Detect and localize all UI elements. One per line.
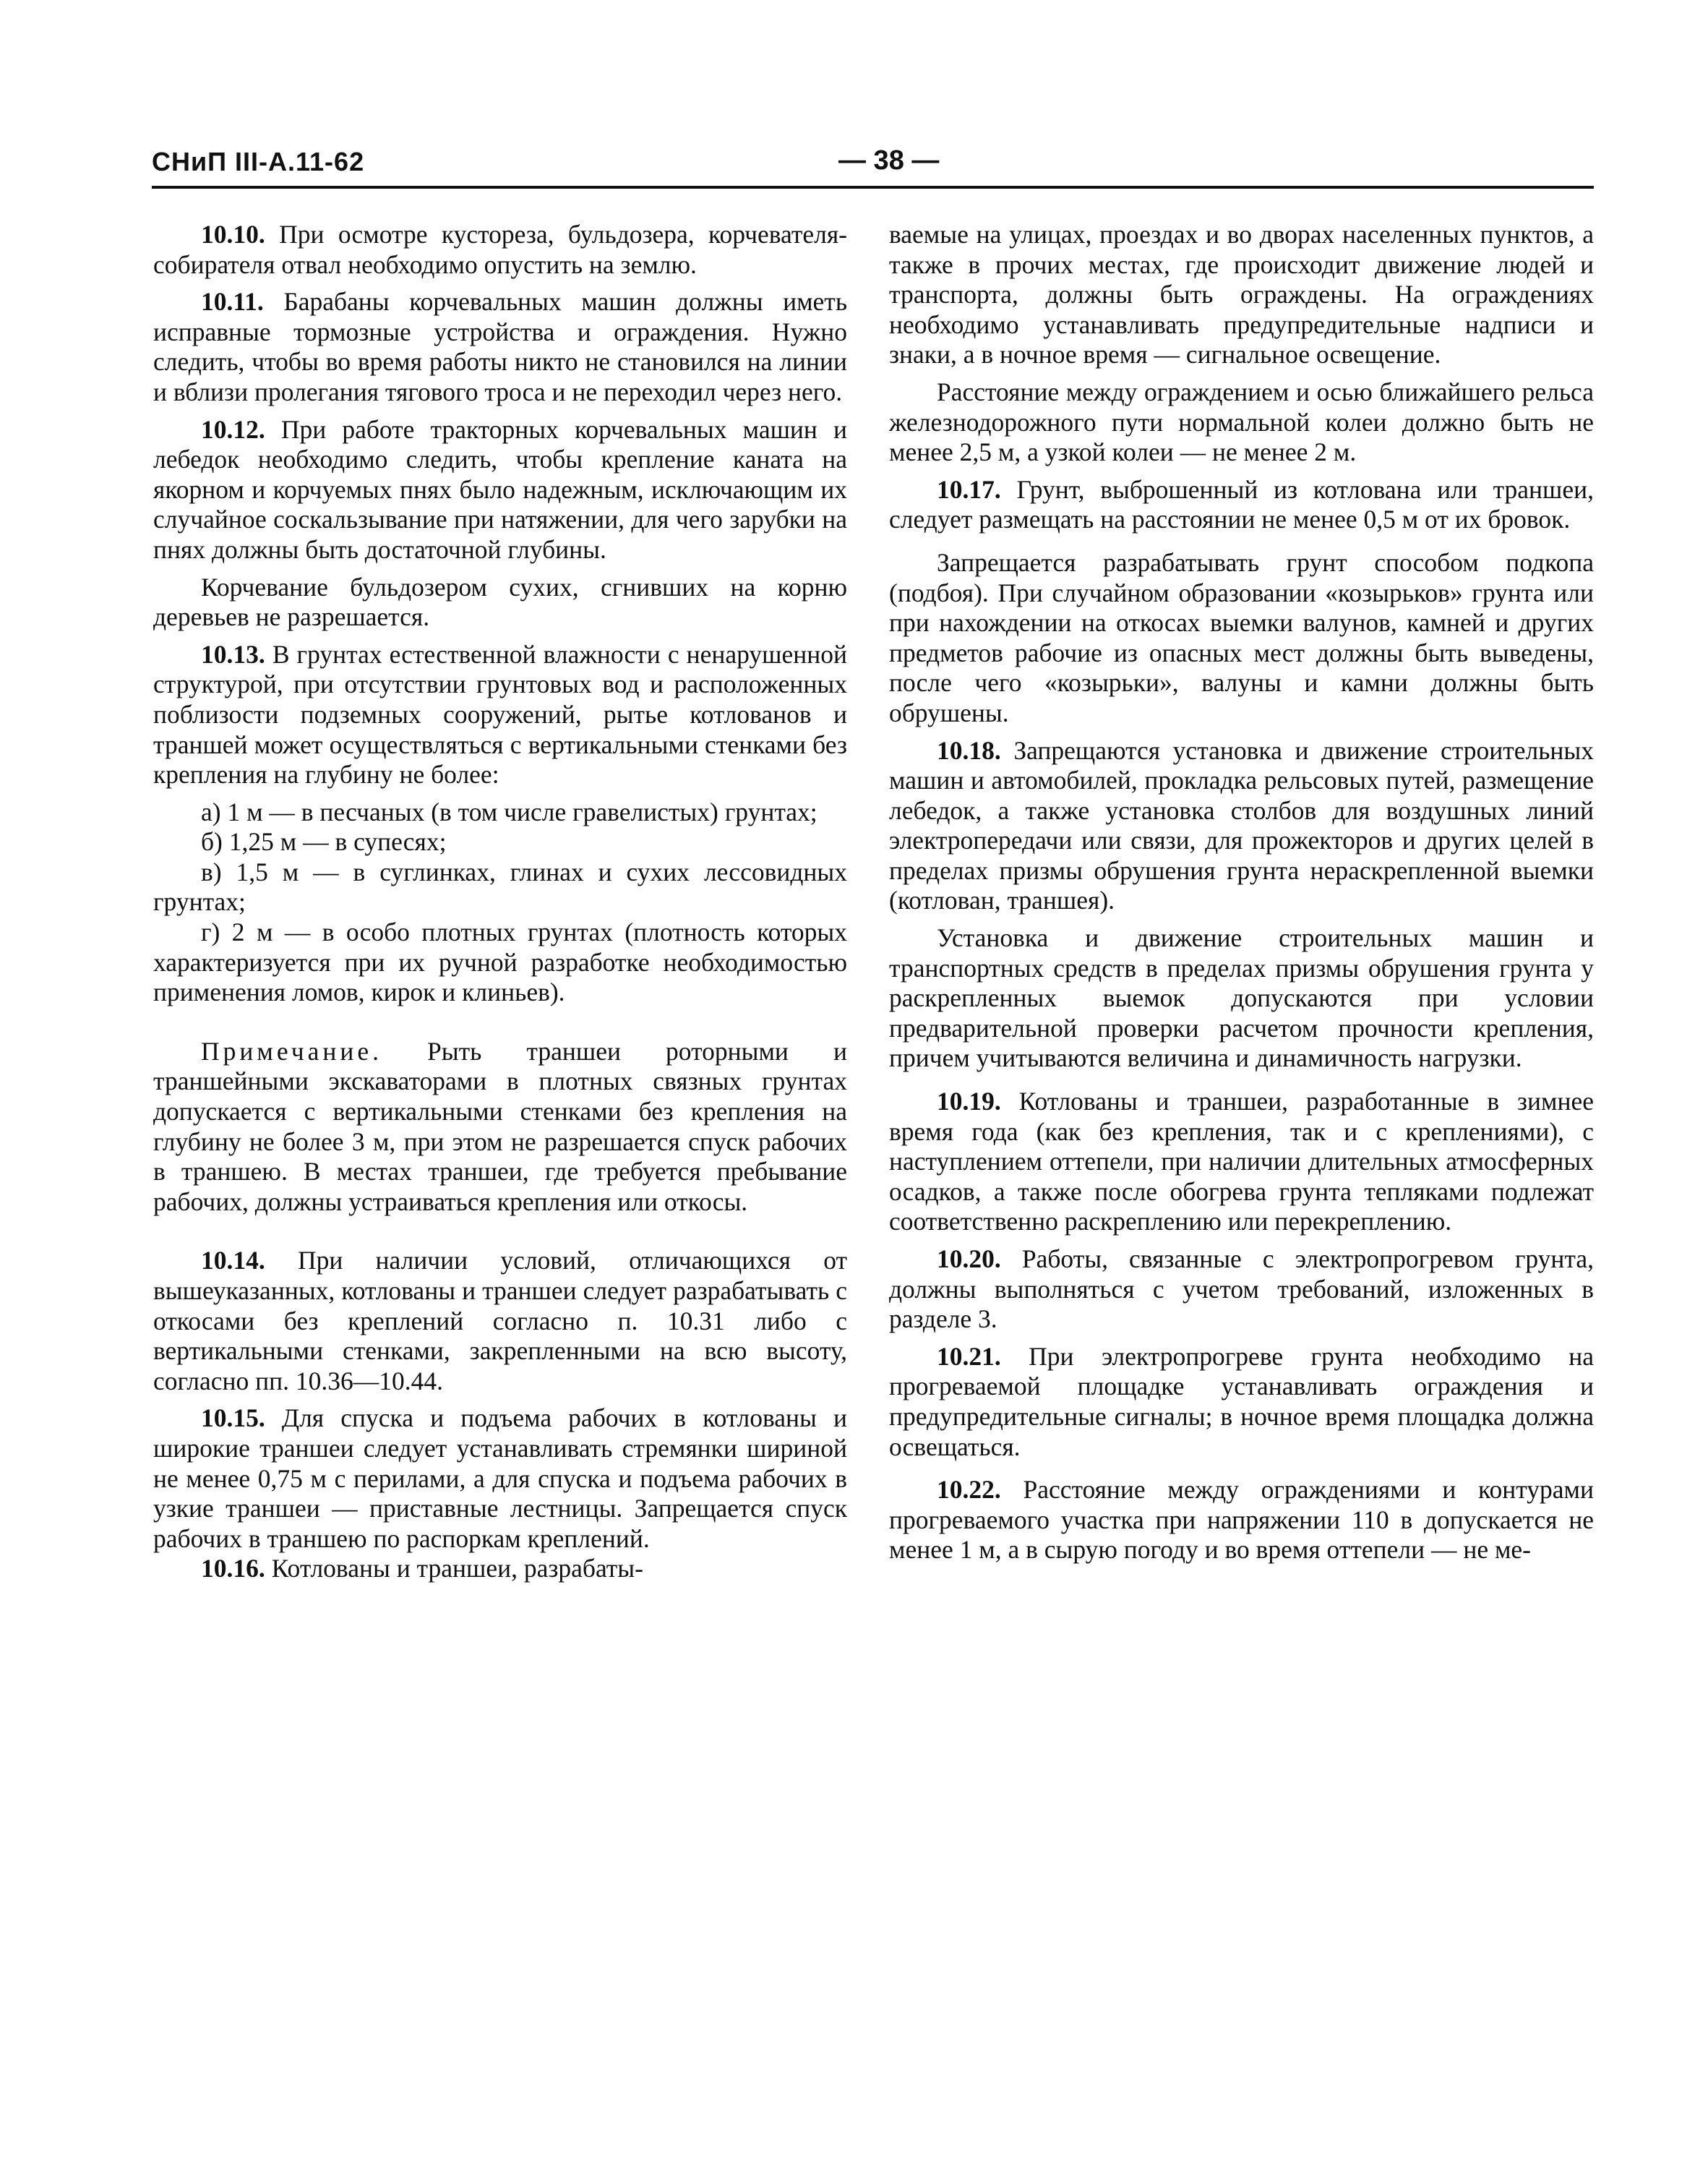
clause-number: 10.14. <box>201 1246 265 1275</box>
paragraph-10-17-b <box>889 548 1594 729</box>
paragraph-10-13 <box>153 640 847 790</box>
list-item-a: а) 1 м — в песчаных (в том числе гравелистых) грунтах; <box>201 797 817 826</box>
paragraph-10-18-b <box>889 923 1594 1074</box>
note-text: Рыть траншеи роторными и траншейными экскаваторами в плотных связных грунтах допускается с вертикальными стенками без крепления на глубину не более 3 м, при этом не разрешается спуск рабочих в траншею. В местах траншеи, где требуется пребывание рабочих, должны устраиваться крепления или откосы. <box>153 1036 847 1216</box>
paragraph-10-19 <box>889 1087 1594 1237</box>
clause-number: 10.18. <box>937 735 1001 765</box>
header-rule <box>152 186 1594 189</box>
clause-number: 10.13. <box>201 639 265 669</box>
clause-number: 10.22. <box>937 1475 1001 1505</box>
paragraph-text: При наличии условий, отличающихся от вышеуказанных, котлованы и траншеи следует разрабатывать с откосами без креплений согласно п. 10.31 либо с вертикальными стенками, закрепленными на всю высоту, согласно пп. 10.36—10.44. <box>153 1246 847 1395</box>
paragraph-10-20 <box>889 1244 1594 1335</box>
paragraph-10-16 <box>153 1554 847 1584</box>
paragraph-text: При работе тракторных корчевальных машин и лебедок необходимо следить, чтобы крепление каната на якорном и корчуемых пнях было надежным, исключающим их случайное соскальзывание при натяжении, для чего зарубки на пнях должны быть достаточной глубины. <box>153 414 847 564</box>
note-heading: Примечание. <box>201 1036 382 1066</box>
note-block <box>153 1037 847 1218</box>
paragraph-text: При электропрогреве грунта необходимо на прогреваемой площадке устанавливать ограждения и предупредительные сигналы; в ночное время площадка должна освещаться. <box>889 1341 1594 1461</box>
clause-number: 10.21. <box>937 1341 1001 1371</box>
paragraph-text: Грунт, выброшенный из котлована или траншеи, следует размещать на расстоянии не менее 0,5 м от их бровок. <box>889 474 1594 534</box>
paragraph-text: В грунтах естественной влажности с ненарушенной структурой, при отсутствии грунтовых вод и расположенных поблизости подземных сооружений, рытье котлованов и траншей может осуществляться с вертикальными стенками без крепления на глубину не более: <box>153 639 847 790</box>
right-column <box>889 220 1594 2136</box>
list-item-b: б) 1,25 м — в супесях; <box>201 827 447 857</box>
paragraph-text: Корчевание бульдозером сухих, сгнивших на корню деревьев не разрешается. <box>153 572 847 632</box>
page-header <box>152 147 1594 190</box>
clause-number: 10.16. <box>201 1554 265 1583</box>
paragraph-10-17 <box>889 475 1594 535</box>
list-item-g: г) 2 м — в особо плотных грунтах (плотность которых характеризуется при их ручной разработке необходимостью применения ломов, кирок и клиньев). <box>153 918 847 1007</box>
clause-number: 10.10. <box>201 220 265 249</box>
clause-number: 10.19. <box>937 1087 1001 1116</box>
paragraph-text: При осмотре кустореза, бульдозера, корчевателя-собирателя отвал необходимо опустить на землю. <box>153 220 847 279</box>
paragraph-10-16-continued <box>889 220 1594 370</box>
paragraph-text: Запрещаются установка и движение строительных машин и автомобилей, прокладка рельсовых путей, размещение лебедок, а также установка столбов для воздушных линий электропередачи или связи, для прожекторов и других целей в пределах призмы обрушения грунта нераскрепленной выемки (котлован, траншея). <box>889 735 1594 915</box>
left-column <box>153 220 847 2136</box>
paragraph-text: Установка и движение строительных машин и транспортных средств в пределах призмы обрушения грунта у раскрепленных выемок допускаются при условии предварительной проверки расчетом прочности крепления, причем учитываются величина и динамичность нагрузки. <box>889 923 1594 1073</box>
paragraph-10-11 <box>153 287 847 407</box>
page-number: — 38 — <box>838 145 940 176</box>
paragraph-text: Для спуска и подъема рабочих в котлованы и широкие траншеи следует устанавливать стремянки шириной не менее 0,75 м с перилами, а для спуска и подъема рабочих в узкие траншеи — приставные лестницы. Запрещается спуск рабочих в траншею по распоркам креплений. <box>153 1403 847 1553</box>
paragraph-10-16-b <box>889 377 1594 468</box>
document-code: СНиП III-А.11-62 <box>152 147 365 176</box>
paragraph-10-12 <box>153 415 847 565</box>
paragraph-text: Котлованы и траншеи, разрабаты- <box>271 1554 643 1583</box>
clause-number: 10.11. <box>201 287 264 317</box>
clause-number: 10.15. <box>201 1403 265 1433</box>
paragraph-10-14 <box>153 1246 847 1396</box>
paragraph-text: Котлованы и траншеи, разработанные в зимнее время года (как без крепления, так и с креплениями), с наступлением оттепели, при наличии длительных атмосферных осадков, а также после обогрева грунта тепляками подлежат соответственно раскреплению или перекреплению. <box>889 1087 1594 1236</box>
paragraph-10-15 <box>153 1403 847 1554</box>
paragraph-text: Работы, связанные с электропрогревом грунта, должны выполняться с учетом требований, изложенных в разделе 3. <box>889 1244 1594 1334</box>
paragraph-10-22 <box>889 1475 1594 1565</box>
paragraph-text: Расстояние между ограждением и осью ближайшего рельса железнодорожного пути нормальной колеи должно быть не менее 2,5 м, а узкой колеи — не менее 2 м. <box>889 377 1594 467</box>
paragraph-text: Запрещается разрабатывать грунт способом подкопа (подбоя). При случайном образовании «козырьков» грунта или при нахождении на откосах выемки валунов, камней и других предметов рабочие из опасных мест должны быть выведены, после чего «козырьки», валуны и камни должны быть обрушены. <box>889 547 1594 727</box>
paragraph-10-10 <box>153 220 847 280</box>
paragraph-10-21 <box>889 1342 1594 1462</box>
paragraph-text: ваемые на улицах, проездах и во дворах населенных пунктов, а также в прочих местах, где происходит движение людей и транспорта, должны быть ограждены. На ограждениях необходимо устанавливать предупредительные надписи и знаки, а в ночное время — сигнальное освещение. <box>889 220 1594 369</box>
paragraph-text: Барабаны корчевальных машин должны иметь исправные тормозные устройства и ограждения. Нужно следить, чтобы во время работы никто не становился на линии и вблизи пролегания тягового троса и не переходил через него. <box>153 287 847 406</box>
clause-number: 10.20. <box>937 1244 1001 1273</box>
paragraph-10-12-b <box>153 573 847 633</box>
clause-number: 10.12. <box>201 414 265 444</box>
paragraph-10-18 <box>889 736 1594 917</box>
list-item-v: в) 1,5 м — в суглинках, глинах и сухих лессовидных грунтах; <box>153 857 847 917</box>
paragraph-text: Расстояние между ограждениями и контурами прогреваемого участка при напряжении 110 в допускается не менее 1 м, а в сырую погоду и во время оттепели — не ме- <box>889 1475 1594 1565</box>
clause-number: 10.17. <box>937 474 1001 504</box>
